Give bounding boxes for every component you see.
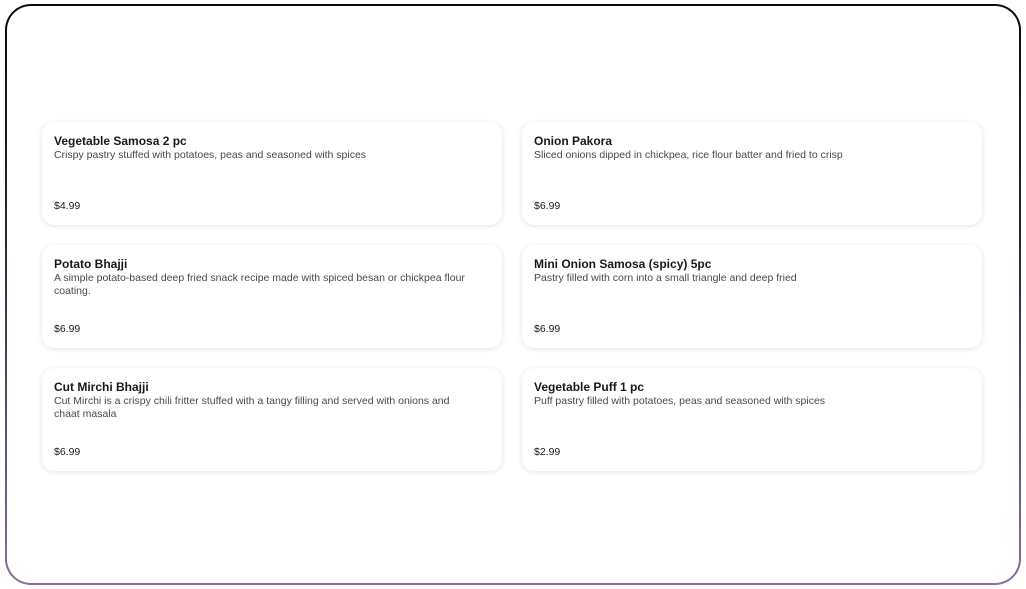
menu-item-price: $2.99	[534, 446, 561, 458]
menu-item-name: Mini Onion Samosa (spicy) 5pc	[534, 257, 712, 271]
menu-item-description: Cut Mirchi is a crispy chili fritter stuffed with a tangy filling and served with onions and chaat masala	[54, 395, 450, 420]
menu-page	[7, 6, 1019, 583]
menu-item-name: Cut Mirchi Bhajji	[54, 380, 149, 394]
menu-item-description: Puff pastry filled with potatoes, peas and seasoned with spices	[534, 395, 826, 407]
menu-item-description: Sliced onions dipped in chickpea, rice flour batter and fried to crisp	[534, 149, 843, 161]
menu-item-name: Potato Bhajji	[54, 257, 128, 271]
menu-item-name: Vegetable Puff 1 pc	[534, 380, 645, 394]
menu-item-price: $6.99	[54, 446, 81, 458]
menu-item-card[interactable]	[42, 122, 502, 225]
menu-item-price: $6.99	[534, 323, 561, 335]
menu-item-name: Vegetable Samosa 2 pc	[54, 134, 187, 148]
menu-item-card[interactable]	[522, 122, 982, 225]
menu-item-price: $6.99	[534, 200, 561, 212]
menu-item-price: $4.99	[54, 200, 81, 212]
menu-item-card[interactable]	[42, 368, 502, 471]
menu-item-price: $6.99	[54, 323, 81, 335]
menu-item-description: Pastry filled with corn into a small triangle and deep fried	[534, 272, 797, 284]
menu-item-description: A simple potato-based deep fried snack recipe made with spiced besan or chickpea flour coating.	[54, 272, 465, 297]
menu-item-name: Onion Pakora	[534, 134, 613, 148]
menu-item-card[interactable]	[522, 368, 982, 471]
menu-item-description: Crispy pastry stuffed with potatoes, peas and seasoned with spices	[54, 149, 367, 161]
menu-item-card[interactable]	[522, 245, 982, 348]
menu-item-card[interactable]	[42, 245, 502, 348]
menu-item-grid	[42, 122, 984, 471]
device-frame	[5, 4, 1021, 585]
